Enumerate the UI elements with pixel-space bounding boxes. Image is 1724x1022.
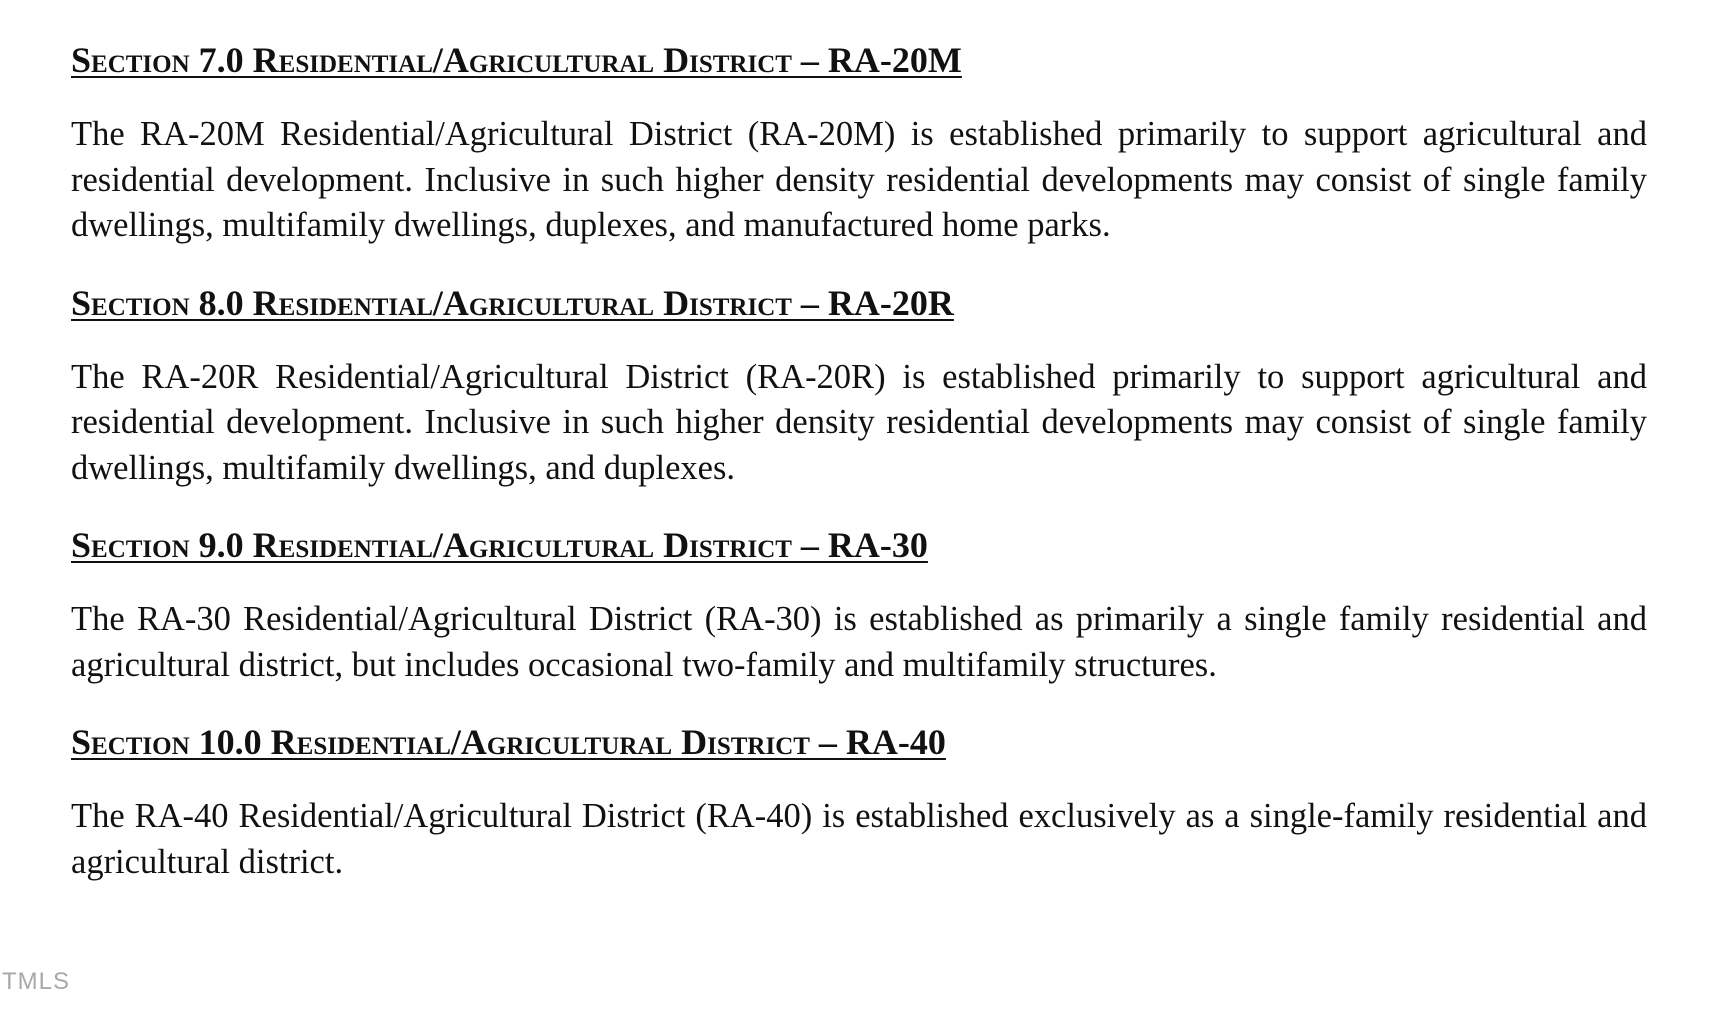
section-body: The RA-20M Residential/Agricultural District (RA-20M) is established primarily to support agricultural and residential development. Inclusive in such higher density residential developments may consist of single family dwellings, multifamily dwellings, duplexes, and manufactured home parks. xyxy=(71,115,1647,244)
section-heading xyxy=(71,515,1647,575)
section-body: The RA-40 Residential/Agricultural District (RA-40) is established exclusively as a single-family residential and agricultural district. xyxy=(71,797,1647,881)
section-heading-text: Section 9.0 Residential/Agricultural District – RA-30 xyxy=(71,525,928,565)
section-9 xyxy=(71,515,1647,688)
section-8 xyxy=(71,273,1647,492)
section-heading xyxy=(71,712,1647,772)
document-page xyxy=(71,30,1647,909)
section-heading-text: Section 7.0 Residential/Agricultural District – RA-20M xyxy=(71,40,962,80)
section-body: The RA-20R Residential/Agricultural District (RA-20R) is established primarily to support agricultural and residential development. Inclusive in such higher density residential developments may consist of single family dwellings, multifamily dwellings, and duplexes. xyxy=(71,357,1647,487)
section-body: The RA-30 Residential/Agricultural District (RA-30) is established as primarily a single family residential and agricultural district, but includes occasional two-family and multifamily structures. xyxy=(71,600,1647,684)
section-heading xyxy=(71,273,1647,333)
watermark-logo: TMLS xyxy=(2,968,71,995)
section-10 xyxy=(71,712,1647,885)
section-heading-text: Section 10.0 Residential/Agricultural District – RA-40 xyxy=(71,722,946,762)
section-7 xyxy=(71,30,1647,249)
section-heading xyxy=(71,30,1647,90)
section-heading-text: Section 8.0 Residential/Agricultural District – RA-20R xyxy=(71,282,954,323)
